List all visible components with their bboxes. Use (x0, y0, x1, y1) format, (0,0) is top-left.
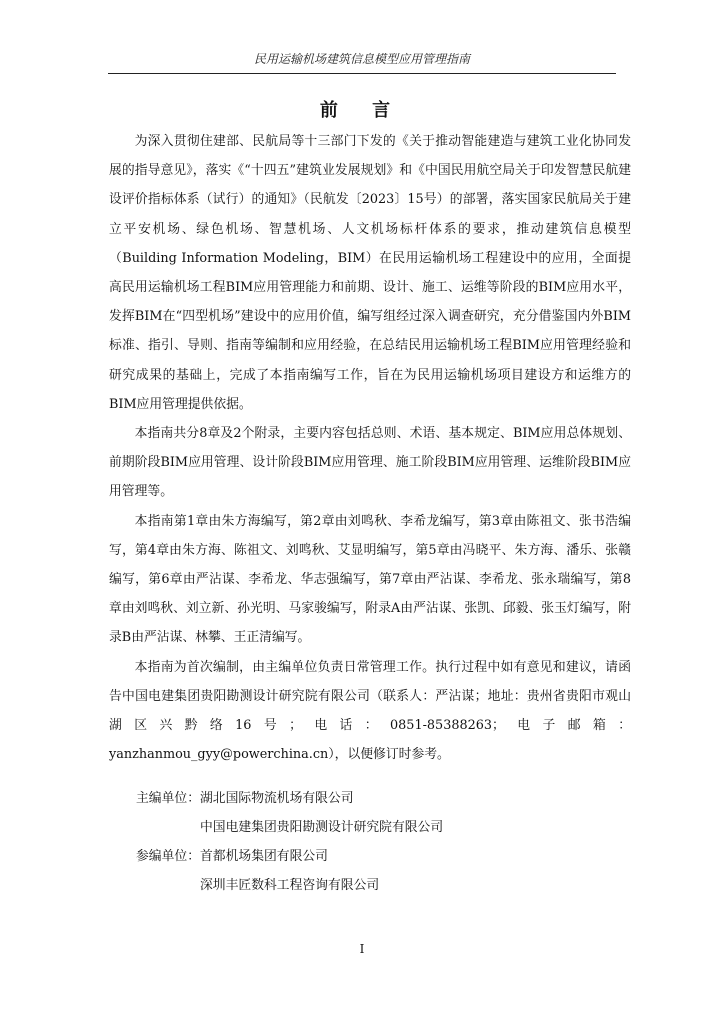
chief-unit-name: 中国电建集团贵阳勘测设计研究院有限公司 (200, 820, 444, 835)
page-number: I (359, 942, 365, 956)
page-title: 前 言 (319, 100, 405, 121)
editing-units (136, 784, 586, 900)
participating-unit-name: 深圳丰匠数科工程咨询有限公司 (200, 878, 380, 893)
chief-unit-label: 主编单位： (136, 791, 200, 806)
unit-row (136, 842, 586, 871)
participating-unit-name: 首都机场集团有限公司 (200, 849, 328, 864)
unit-label-spacer (136, 871, 200, 900)
paragraph-authors: 本指南第1章由朱方海编写，第2章由刘鸣秋、李希龙编写，第3章由陈祖文、张书浩编写，第4章由朱方海、陈祖文、刘鸣秋、艾显明编写，第5章由冯晓平、朱方海、潘乐、张赣编写，第6章由严沾谋、李希龙、华志强编写，第7章由严沾谋、李希龙、张永瑞编写，第8章由刘鸣秋、刘立新、孙光明、马家骏编写，附录A由严沾谋、张凯、邱毅、张玉灯编写，附录B由严沾谋、林攀、王正清编写。 (109, 513, 631, 646)
participating-unit-label: 参编单位： (136, 849, 200, 864)
unit-row (136, 871, 586, 900)
unit-row (136, 784, 586, 813)
running-header: 民用运输机场建筑信息模型应用管理指南 (253, 52, 470, 66)
paragraph-contents: 本指南共分8章及2个附录，主要内容包括总则、术语、基本规定、BIM应用总体规划、前期阶段BIM应用管理、设计阶段BIM应用管理、施工阶段BIM应用管理、运维阶段BIM应用管理等。 (109, 426, 631, 500)
header-rule (108, 73, 616, 74)
body-text (109, 127, 631, 769)
unit-row (136, 813, 586, 842)
paragraph-purpose: 为深入贯彻住建部、民航局等十三部门下发的《关于推动智能建造与建筑工业化协同发展的指导意见》，落实《“十四五”建筑业发展规划》和《中国民用航空局关于印发智慧民航建设评价指标体系（试行）的通知》（民航发〔2023〕15号）的部署，落实国家民航局关于建立平安机场、绿色机场、智慧机场、人文机场标杆体系的要求，推动建筑信息模型（Building Information Modeling，BIM）在民用运输机场工程建设中的应用，全面提高民用运输机场工程BIM应用管理能力和前期、设计、施工、运维等阶段的BIM应用水平，发挥BIM在“四型机场”建设中的应用价值，编写组经过深入调查研究，充分借鉴国内外BIM标准、指引、导则、指南等编制和应用经验，在总结民用运输机场工程BIM应用管理经验和研究成果的基础上，完成了本指南编写工作，旨在为民用运输机场项目建设方和运维方的BIM应用管理提供依据。 (109, 134, 631, 412)
paragraph-contact: 本指南为首次编制，由主编单位负责日常管理工作。执行过程中如有意见和建议，请函告中国电建集团贵阳勘测设计研究院有限公司（联系人：严沾谋；地址：贵州省贵阳市观山湖区兴黔络16号；电话：0851-85388263；电子邮箱：yanzhanmou_gyy@powerchina.cn），以便修订时参考。 (109, 659, 631, 763)
unit-label-spacer (136, 813, 200, 842)
chief-unit-name: 湖北国际物流机场有限公司 (200, 791, 354, 806)
